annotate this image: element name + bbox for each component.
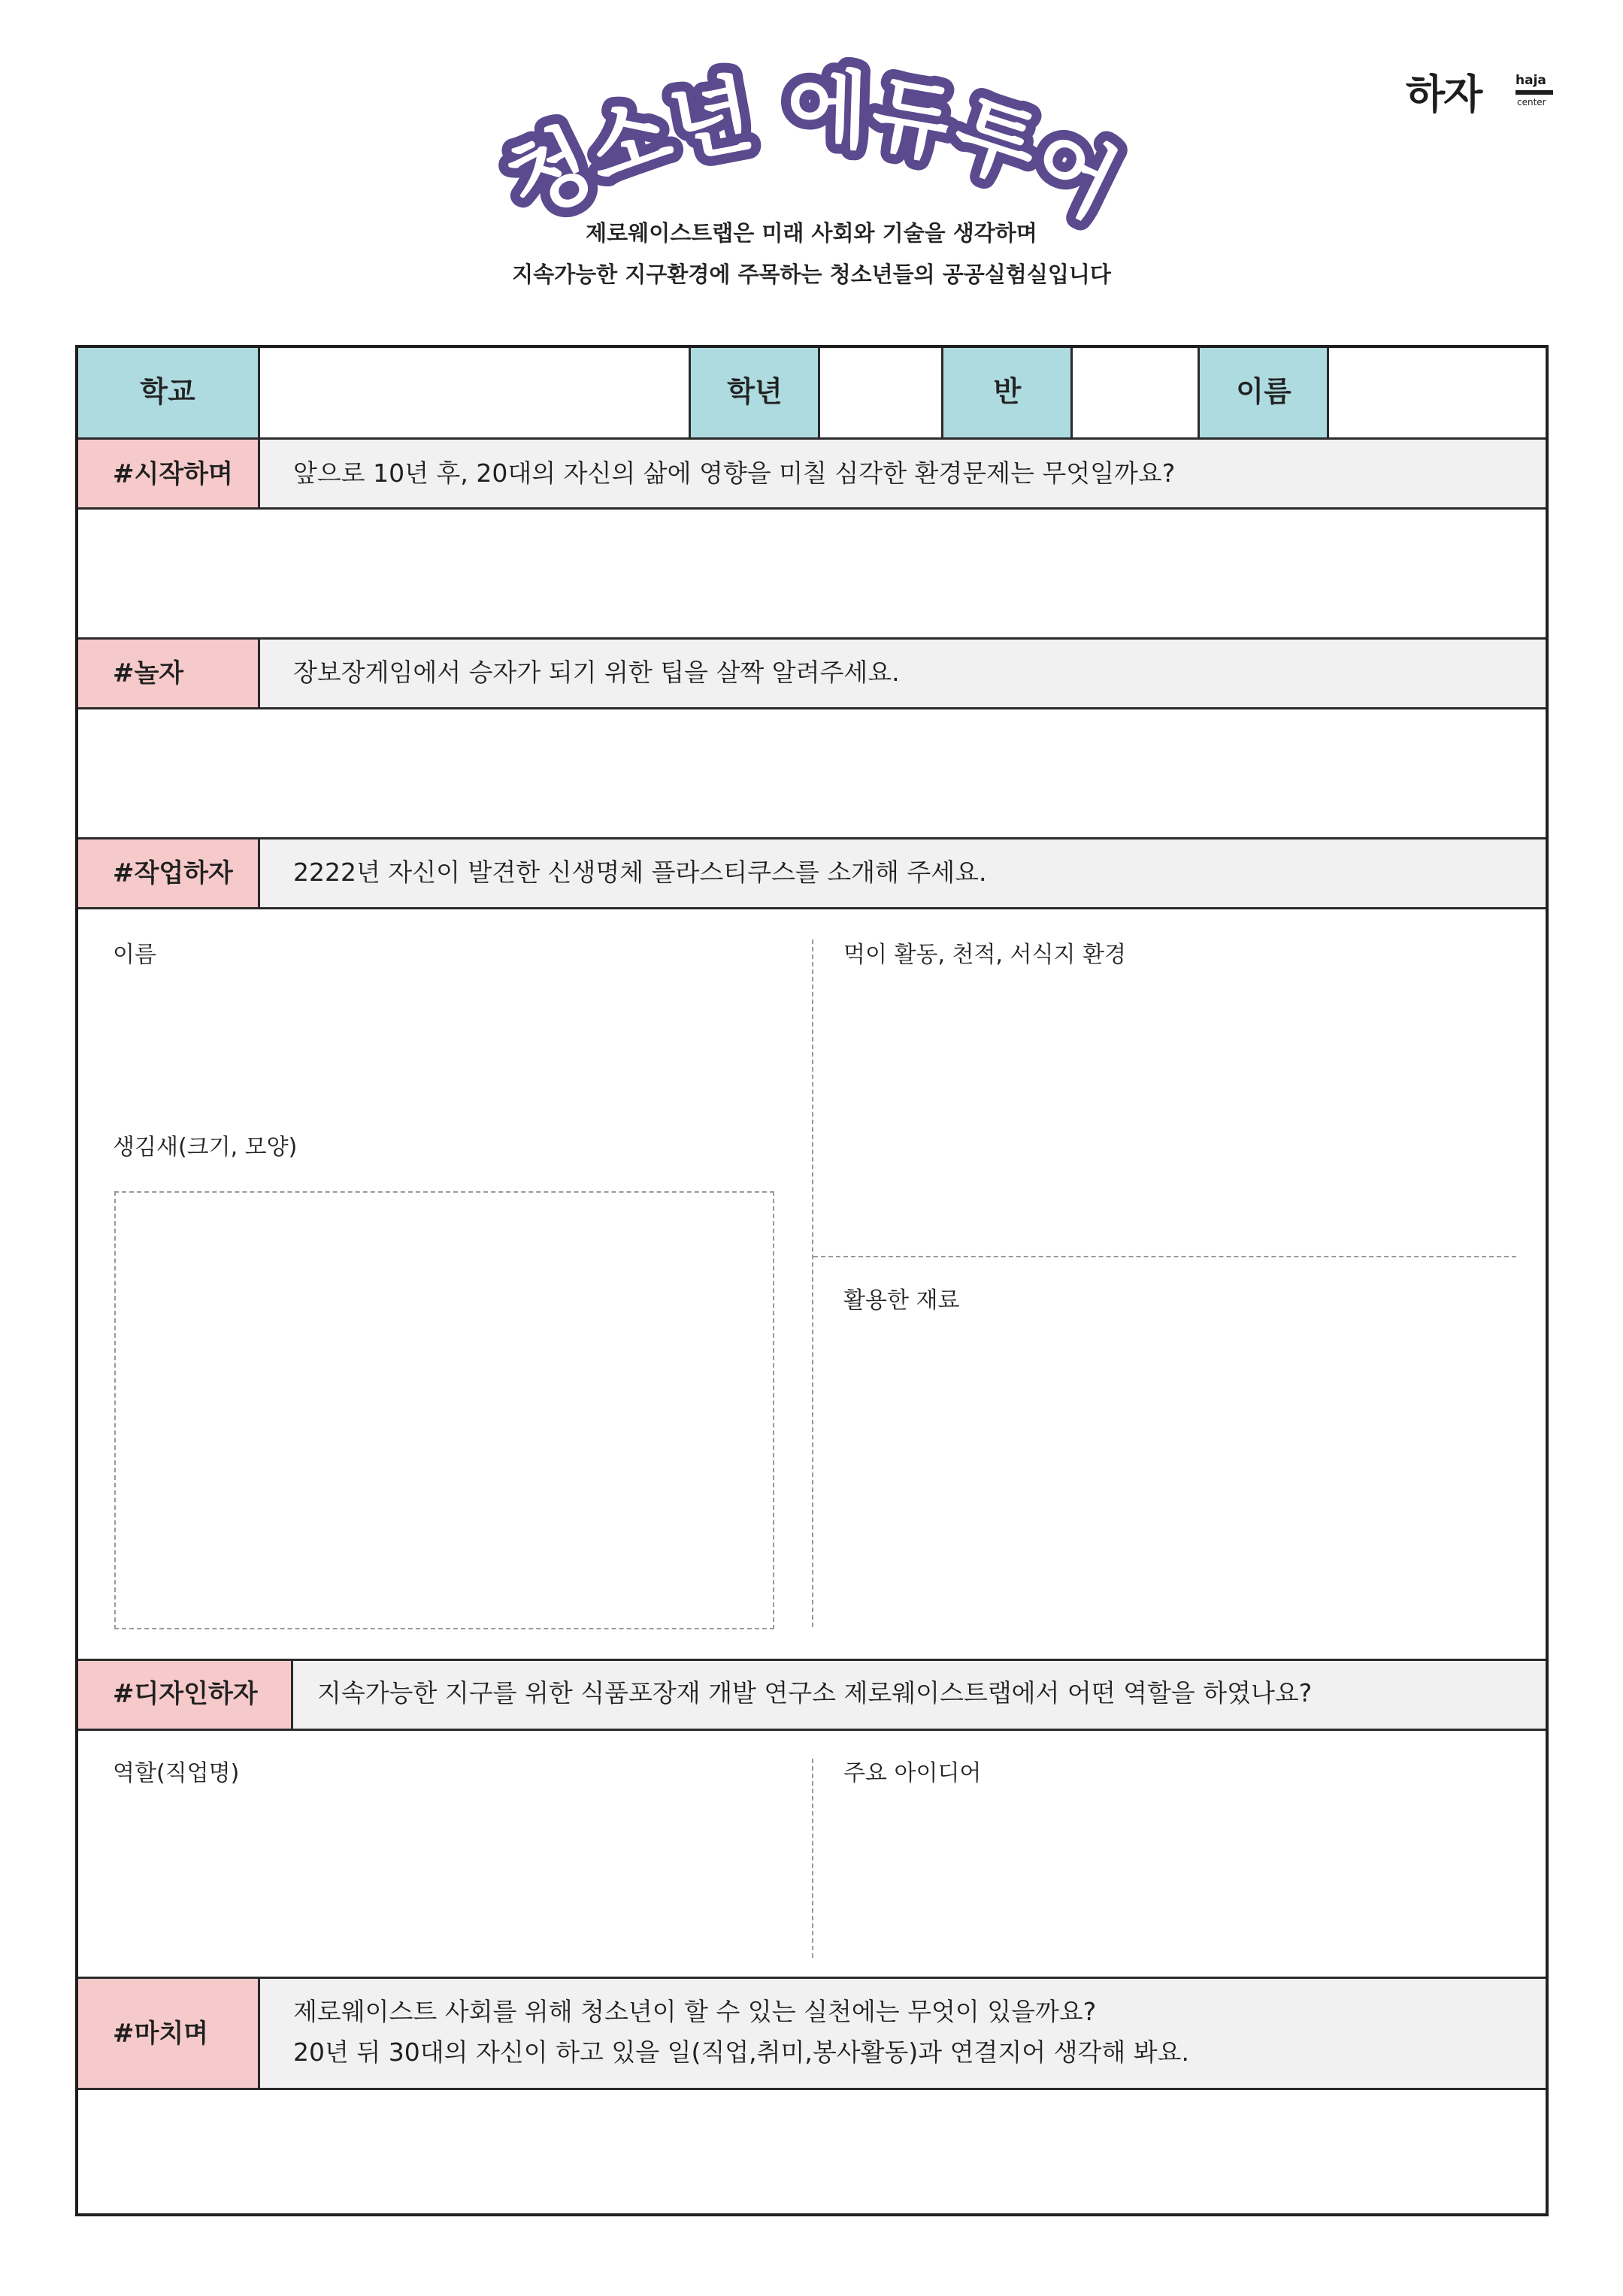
design-tag: #디자인하자	[113, 1679, 258, 1709]
logo-main-text: 하자	[1406, 71, 1482, 118]
subtitle-line-2: 지속가능한 지구환경에 주목하는 청소년들의 공공실험실입니다	[512, 262, 1111, 287]
title-path: 청소년 에듀투어	[492, 60, 1132, 236]
play-tag: #놀자	[113, 658, 184, 688]
name-label: 이름	[1236, 375, 1291, 408]
finish-question-line-1: 제로웨이스트 사회를 위해 청소년이 할 수 있는 실천에는 무엇이 있을까요?	[293, 1997, 1097, 2026]
school-label: 학교	[140, 375, 195, 408]
finish-question-line-2: 20년 뒤 30대의 자신이 하고 있을 일(직업,취미,봉사활동)과 연결지어 생각해 봐요.	[293, 2037, 1189, 2067]
title-text	[492, 61, 1131, 236]
role-label: 역할(직업명)	[113, 1760, 240, 1786]
logo-small-text: haja	[1516, 73, 1546, 88]
habitat-label: 먹이 활동, 천적, 서식지 환경	[843, 942, 1126, 968]
play-question: 장보장게임에서 승자가 되기 위한 팁을 살짝 알려주세요.	[293, 658, 900, 687]
finish-tag: #마치며	[113, 2019, 209, 2049]
haja-center-logo	[1406, 72, 1550, 117]
logo-bar	[1516, 90, 1553, 95]
start-question: 앞으로 10년 후, 20대의 자신의 삶에 영향을 미칠 심각한 환경문제는 무엇일까요?	[293, 458, 1176, 488]
creature-name-label: 이름	[113, 942, 156, 968]
subtitle-line-1: 제로웨이스트랩은 미래 사회와 기술을 생각하며	[586, 220, 1037, 246]
worksheet-table	[75, 345, 1549, 2216]
worksheet-title	[492, 60, 1132, 236]
start-tag: #시작하며	[113, 459, 233, 489]
work-question: 2222년 자신이 발견한 신생명체 플라스티쿠스를 소개해 주세요.	[293, 858, 987, 887]
idea-label: 주요 아이디어	[843, 1760, 982, 1786]
grade-label: 학년	[727, 375, 783, 408]
creature-shape-label: 생김새(크기, 모양)	[113, 1134, 298, 1160]
design-question: 지속가능한 지구를 위한 식품포장재 개발 연구소 제로웨이스트랩에서 어떤 역할을 하였나요?	[317, 1678, 1313, 1708]
class-label: 반	[993, 375, 1022, 408]
material-label: 활용한 재료	[843, 1287, 960, 1314]
work-tag: #작업하자	[113, 858, 233, 888]
logo-sub-text: center	[1517, 97, 1546, 107]
